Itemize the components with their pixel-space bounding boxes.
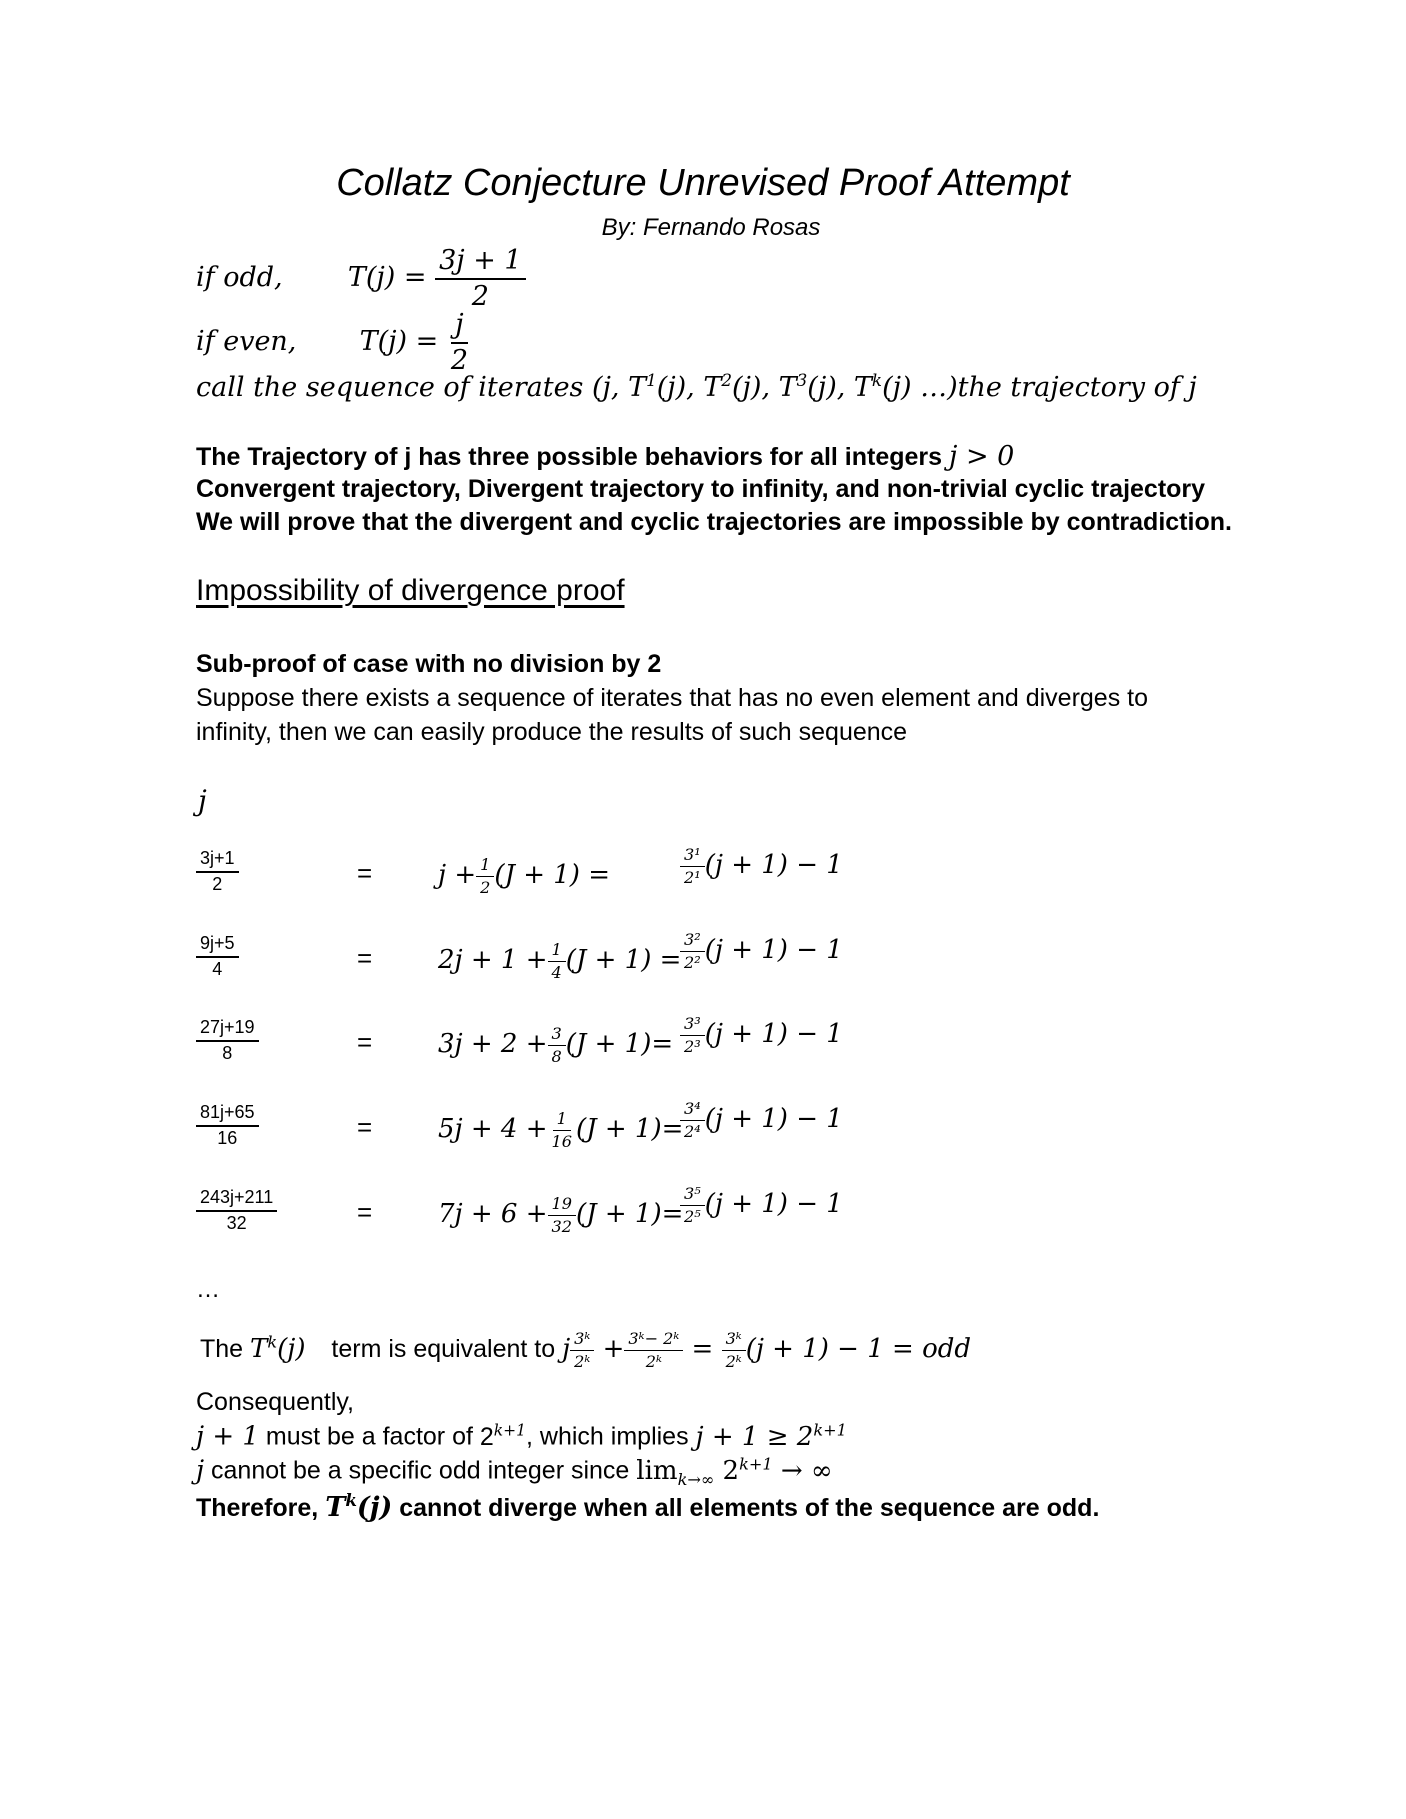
specific-pow-sup: k+1 [739, 1454, 773, 1473]
factor-which: , which implies [526, 1422, 689, 1451]
odd-prefix: if odd, [196, 262, 283, 294]
tk-sup: k [267, 1332, 278, 1352]
row-2-lhs [196, 934, 239, 980]
row-2-eq: = [357, 943, 373, 973]
call-sup-k: k [871, 370, 883, 390]
tk-tail: (j + 1) − 1 = odd [745, 1334, 972, 1365]
tk-arg: (j) [277, 1334, 306, 1365]
tk-f1-den: 2ᵏ [574, 1351, 591, 1371]
row-3-mid-pre: 3j + 2 + [438, 1029, 548, 1060]
row-5-rhs-den: 2⁵ [684, 1206, 701, 1226]
row-3-rhs [680, 1015, 843, 1055]
therefore-statement [196, 1490, 1099, 1523]
specific-tail: → ∞ [780, 1455, 833, 1486]
row-3-mid-fden: 8 [551, 1046, 562, 1066]
odd-fraction [435, 246, 526, 311]
row-1-eq: = [357, 858, 373, 888]
specific-text: cannot be a specific odd integer since [211, 1456, 630, 1485]
factor-ineq: j + 1 ≥ 2 [695, 1421, 814, 1452]
trajectory-definition [196, 370, 1197, 403]
specific-lim: lim [636, 1455, 678, 1486]
row-1-rhs-num: 3¹ [680, 846, 705, 867]
tk-plus: + [602, 1334, 625, 1365]
factor-mid: must be a factor of [265, 1422, 473, 1451]
row-5-mid-fnum: 19 [548, 1195, 577, 1216]
row-1-mid-post: (J + 1) = [494, 860, 610, 891]
call-text-4: (j), T [807, 372, 872, 403]
odd-lhs: T(j) = [347, 262, 427, 294]
tk-term: T [250, 1334, 268, 1365]
row-5-rhs [680, 1185, 843, 1225]
row-4-lhs-num: 81j+65 [196, 1103, 259, 1127]
row-1-lhs-num: 3j+1 [196, 849, 239, 873]
row-4-rhs-post: (j + 1) − 1 [704, 1104, 843, 1135]
row-2-mid-pre: 2j + 1 + [438, 945, 548, 976]
row-5-mid-post: (J + 1)= [576, 1199, 684, 1230]
even-lhs: T(j) = [359, 326, 439, 358]
call-text-3: (j), T [732, 372, 797, 403]
row-4-eq: = [357, 1112, 373, 1142]
therefore-arg: (j) [356, 1492, 393, 1523]
tk-the: The [200, 1335, 244, 1364]
tk-f1-num: 3ᵏ [570, 1330, 594, 1351]
call-sup-3: 3 [796, 370, 808, 390]
row-2-rhs-num: 3² [680, 931, 705, 952]
tk-f3-den: 2ᵏ [725, 1351, 742, 1371]
row-5-eq: = [357, 1197, 373, 1227]
proof-goal: We will prove that the divergent and cyclic trajectories are impossible by contradiction. [196, 508, 1232, 536]
row-1-lhs [196, 849, 239, 895]
tk-f2-den: 2ᵏ [645, 1351, 662, 1371]
even-fraction [447, 310, 472, 375]
therefore-term: T [325, 1492, 346, 1523]
row-1-rhs-den: 2¹ [684, 867, 701, 887]
row-2-lhs-num: 9j+5 [196, 934, 239, 958]
odd-definition [196, 246, 526, 311]
therefore-post: cannot diverge when all elements of the sequence are odd. [399, 1494, 1100, 1522]
call-text-1: call the sequence of iterates (j, T [196, 372, 647, 403]
tk-eq: = [691, 1334, 714, 1365]
row-3-lhs [196, 1018, 259, 1064]
row-2-mid [438, 941, 681, 981]
tk-text: term is equivalent to [331, 1335, 556, 1364]
behaviors-math: j > 0 [949, 441, 1015, 472]
specific-j: j [196, 1455, 205, 1486]
row-3-mid-fnum: 3 [548, 1025, 566, 1046]
row-4-lhs-den: 16 [217, 1127, 238, 1148]
document-author: By: Fernando Rosas [601, 214, 821, 241]
consequently-line: Consequently, [196, 1388, 354, 1416]
specific-pow: 2 [722, 1455, 740, 1486]
row-3-mid [438, 1025, 673, 1065]
row-4-rhs [680, 1100, 843, 1140]
row-1-lhs-den: 2 [212, 873, 223, 894]
section-heading: Impossibility of divergence proof [196, 574, 625, 607]
factor-pow: 2 [479, 1422, 494, 1451]
row-4-mid-fden: 16 [551, 1131, 573, 1151]
even-definition [196, 310, 472, 375]
row-1-mid-fden: 2 [480, 877, 491, 897]
supposition-line-2: infinity, then we can easily produce the results of such sequence [196, 718, 908, 746]
call-text-2: (j), T [656, 372, 722, 403]
tk-equivalence [200, 1330, 971, 1370]
row-1-rhs [680, 846, 843, 886]
row-1-mid [438, 856, 610, 896]
even-denominator: 2 [450, 344, 469, 376]
row-1-rhs-post: (j + 1) − 1 [704, 850, 843, 881]
tk-f3-num: 3ᵏ [722, 1330, 746, 1351]
row-2-rhs-den: 2² [684, 952, 701, 972]
factor-statement [196, 1420, 847, 1452]
factor-pow-sup: k+1 [493, 1421, 527, 1440]
odd-numerator: 3j + 1 [435, 246, 526, 280]
therefore-pre: Therefore, [196, 1494, 319, 1522]
behaviors-text: The Trajectory of j has three possible behaviors for all integers [196, 443, 943, 471]
supposition-line-1: Suppose there exists a sequence of iterates that has no even element and diverges to [196, 684, 1149, 712]
continuation-ellipsis: … [196, 1276, 220, 1303]
row-2-rhs-post: (j + 1) − 1 [704, 935, 843, 966]
specific-lim-sub: k→∞ [677, 1469, 715, 1489]
row-3-eq: = [357, 1027, 373, 1057]
even-prefix: if even, [196, 326, 297, 358]
call-sup-2: 2 [721, 370, 733, 390]
row-5-mid-pre: 7j + 6 + [438, 1199, 548, 1230]
behaviors-statement [196, 441, 1014, 472]
row-5-lhs-den: 32 [226, 1212, 247, 1233]
row-3-rhs-num: 3³ [680, 1015, 705, 1036]
even-numerator: j [451, 310, 467, 344]
row-4-mid-fnum: 1 [553, 1110, 571, 1131]
row-3-lhs-num: 27j+19 [196, 1018, 259, 1042]
row-2-rhs [680, 931, 843, 971]
tk-j: j [562, 1334, 571, 1365]
row-2-lhs-den: 4 [212, 958, 223, 979]
row-4-lhs [196, 1103, 259, 1149]
j-symbol: j [198, 784, 207, 817]
row-5-rhs-num: 3⁵ [680, 1185, 705, 1206]
row-3-rhs-den: 2³ [684, 1036, 701, 1056]
call-text-5: (j) …)the trajectory of j [882, 372, 1197, 403]
row-5-mid-fden: 32 [551, 1216, 573, 1236]
row-1-mid-fnum: 1 [476, 856, 494, 877]
row-5-mid [438, 1195, 683, 1235]
row-3-lhs-den: 8 [222, 1042, 233, 1063]
row-3-mid-post: (J + 1)= [565, 1029, 674, 1060]
row-4-rhs-num: 3⁴ [680, 1100, 705, 1121]
call-sup-1: 1 [646, 370, 657, 390]
factor-pre: j + 1 [196, 1421, 259, 1452]
row-5-lhs [196, 1188, 277, 1234]
therefore-sup: k [345, 1490, 357, 1510]
tk-f2-num: 3ᵏ− 2ᵏ [624, 1330, 683, 1351]
row-4-rhs-den: 2⁴ [684, 1121, 701, 1141]
row-2-mid-fnum: 1 [548, 941, 566, 962]
odd-denominator: 2 [471, 280, 489, 312]
row-5-rhs-post: (j + 1) − 1 [704, 1189, 843, 1220]
behaviors-list: Convergent trajectory, Divergent trajectory to infinity, and non-trivial cyclic trajectory [196, 475, 1206, 503]
row-1-mid-pre: j + [438, 860, 477, 891]
document-title: Collatz Conjecture Unrevised Proof Attempt [336, 162, 1070, 204]
row-4-mid [438, 1110, 683, 1150]
row-4-mid-post: (J + 1)= [576, 1114, 684, 1145]
factor-ineq-sup: k+1 [813, 1420, 847, 1439]
subproof-heading: Sub-proof of case with no division by 2 [196, 650, 662, 678]
row-2-mid-post: (J + 1) = [565, 945, 682, 976]
row-2-mid-fden: 4 [551, 962, 562, 982]
row-5-lhs-num: 243j+211 [196, 1188, 277, 1212]
row-3-rhs-post: (j + 1) − 1 [704, 1019, 843, 1050]
specific-statement [196, 1454, 833, 1489]
row-4-mid-pre: 5j + 4 + [438, 1114, 548, 1145]
